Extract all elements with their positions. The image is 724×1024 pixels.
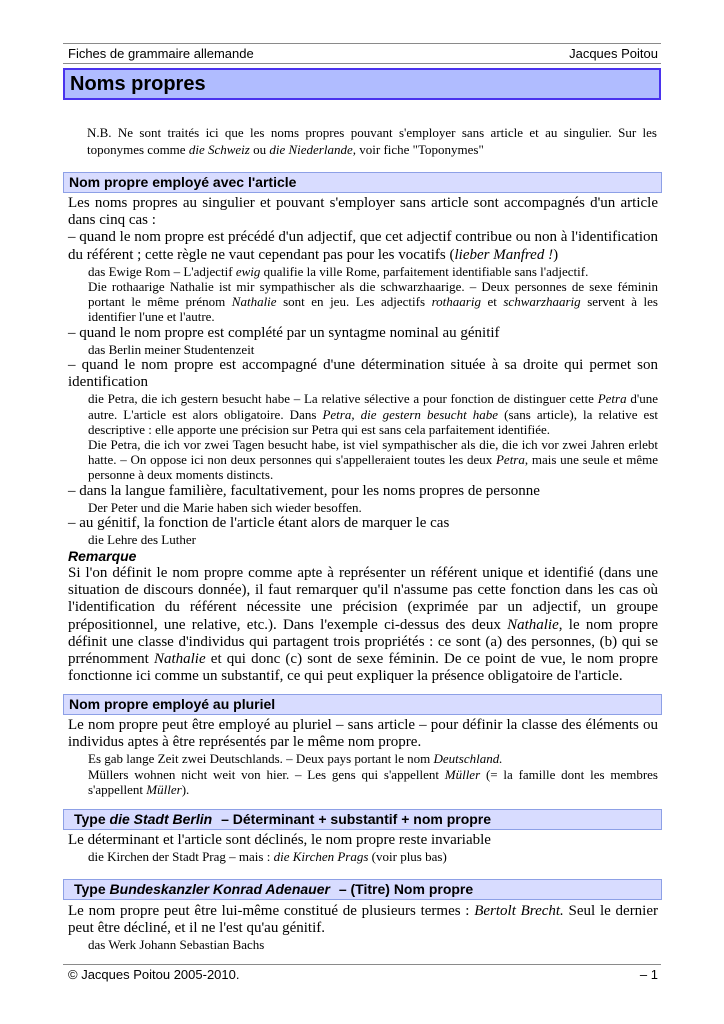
italic-text: Nathalie [507, 616, 559, 633]
italic-text: Bundeskanzler Konrad Adenauer [109, 881, 330, 897]
text: ). [181, 781, 190, 797]
text: et qui donc (c) sont de sexe féminin. De ce point de vue, le nom propre fonctionne ici comme un substantif, ce qui peut expliquer la présence obligatoire de l'article. [68, 651, 658, 685]
example [88, 264, 658, 279]
text: sont en jeu. Les adjectifs [276, 294, 432, 310]
nb-italic: die Schweiz [188, 141, 250, 157]
section-heading-text [64, 811, 491, 827]
case-genitive: – au génitif, la fonction de l'article étant alors de marquer le cas [68, 515, 450, 532]
section-body-titre [68, 903, 658, 953]
italic-text: Nathalie [153, 651, 206, 668]
section-body-plural [68, 717, 658, 797]
section-heading-text: Nom propre employé au pluriel [69, 696, 276, 712]
section-heading-plural [63, 694, 662, 715]
text: – Déterminant + substantif + nom propre [217, 811, 492, 827]
nb-text: ou [249, 141, 270, 157]
text: das Ewige Rom – L'adjectif [88, 263, 236, 279]
italic-text: schwarzhaarig [503, 294, 581, 310]
example: das Werk Johann Sebastian Bachs [88, 937, 265, 953]
nb-text: voir fiche "Toponymes" [356, 141, 484, 157]
text: die Petra, die ich gestern besucht habe – La relative sélective a pour fonction de distinguer cette [88, 391, 598, 407]
text: Es gab lange Zeit zwei Deutschlands. – Deux pays portant le nom [88, 751, 434, 767]
paragraph: Le nom propre peut être employé au pluriel – sans article – pour définir la classe des éléments ou individus aptes à être représentés par le même nom propre. [68, 717, 658, 751]
text: die Kirchen der Stadt Prag – mais : [88, 849, 274, 865]
text: – (Titre) Nom propre [334, 881, 474, 897]
section-heading-text: Nom propre employé avec l'article [69, 174, 297, 190]
footer-copyright: © Jacques Poitou 2005-2010. [68, 967, 240, 982]
case-genitive-complement: – quand le nom propre est complété par un syntagme nominal au génitif [68, 324, 500, 341]
text: Die rothaarige Nathalie ist mir sympathischer als die schwarzhaarige. – Deux personnes de sexe féminin portant le même prénom [88, 279, 658, 310]
italic-text: Müller [146, 781, 182, 797]
section-body-article [68, 195, 658, 547]
paragraph: Les noms propres au singulier et pouvant s'employer sans article sont accompagnés d'un article dans cinq cas : [68, 195, 658, 229]
italic-text: ewig [235, 263, 261, 279]
text: Si l'on définit le nom propre comme apte à représenter un référent unique et identifié (dans une situation de discours donnée), il faut remarquer qu'il n'assume pas cette fonction dans les cas où l'identification du référent nécessite une précision (exprimée par un adjectif, un groupe prépositionnel, une relative, etc.). Dans l'exemple ci-dessus des deux [68, 565, 658, 633]
section-heading-article [63, 172, 662, 193]
header-doc-title: Fiches de grammaire allemande [68, 46, 254, 61]
text: (sans article), la relative est descriptive : elle apporte une précision sur Petra qui est sans cela parfaitement identifiée. [88, 406, 658, 437]
italic-text: Nathalie [231, 294, 277, 310]
example [88, 849, 658, 864]
italic-text: die Stadt Berlin [109, 811, 213, 827]
italic-text: die Kirchen Prags [273, 849, 369, 865]
section-heading-titre [63, 879, 662, 900]
text: et [480, 294, 504, 310]
text: Müllers wohnen nicht weit von hier. – Les gens qui s'appellent [88, 766, 445, 782]
paragraph: Le déterminant et l'article sont déclinés, le nom propre reste invariable [68, 832, 491, 848]
text: Le nom propre peut être lui-même constitué de plusieurs termes : [68, 903, 475, 919]
nb-note [87, 125, 657, 158]
section-heading-text [64, 881, 473, 897]
nb-text: N.B. Ne sont traités ici que les noms propres pouvant s'employer sans article et au singulier. Sur les toponymes comme [87, 125, 657, 157]
italic-text: Bertolt Brecht. [474, 903, 564, 919]
remarque-heading: Remarque [68, 548, 137, 564]
italic-text: Petra [597, 391, 627, 407]
text: , mais une seule et même personne à deux moments distincts. [88, 452, 658, 483]
case-right-determination: – quand le nom propre est accompagné d'une détermination située à sa droite qui permet son identification [68, 357, 658, 391]
remarque-text [68, 565, 658, 685]
text: Type [74, 881, 110, 897]
text: – quand le nom propre est précédé d'un adjectif, que cet adjectif contribue ou non à l'identification du référent ; cette règle ne vaut cependant pas pour les vocatifs ( [68, 229, 658, 263]
text: servent à les identifier l'une et l'autre. [88, 294, 658, 325]
nb-italic: die Niederlande, [269, 141, 356, 157]
text: , le nom propre définit une classe d'individus qui partagent trois propriétés : ce sont (a) des personnes, (b) qui se prrénomment [68, 616, 658, 668]
case-adjective [68, 229, 658, 263]
italic-text: lieber Manfred ! [454, 246, 554, 263]
page-number: – 1 [639, 967, 658, 982]
example [88, 437, 658, 483]
running-header [63, 43, 661, 64]
italic-text: Deutschland. [433, 751, 503, 767]
text: ) [553, 246, 559, 263]
italic-text: rothaarig [431, 294, 481, 310]
example: das Berlin meiner Studentenzeit [88, 341, 255, 357]
example: Der Peter und die Marie haben sich wieder besoffen. [88, 499, 362, 515]
example [88, 767, 658, 797]
text: qualifie la ville Rome, parfaitement identifiable sans l'adjectif. [260, 263, 589, 279]
section-body-stadt-berlin [68, 832, 658, 864]
example [88, 391, 658, 437]
text: (= la famille dont les membres s'appellent [88, 766, 658, 797]
paragraph [68, 903, 658, 937]
header-author: Jacques Poitou [569, 46, 658, 61]
text: (voir plus bas) [368, 849, 447, 865]
remarque-block [68, 542, 658, 685]
text: Type [74, 811, 110, 827]
page-title: Noms propres [70, 73, 206, 95]
italic-text: Petra, die gestern besucht habe [322, 406, 499, 422]
case-familiar-language: – dans la langue familière, facultativement, pour les noms propres de personne [68, 482, 540, 499]
italic-text: Petra [495, 452, 525, 468]
example [88, 279, 658, 325]
text: Seul le dernier peut être décliné, et il ne l'est qu'au génitif. [68, 903, 659, 937]
running-footer [63, 964, 661, 983]
text: d'une autre. L'article est alors obligatoire. Dans [88, 391, 658, 422]
italic-text: Müller [444, 766, 481, 782]
page-title-box [63, 68, 661, 100]
example: die Lehre des Luther [88, 532, 196, 548]
text: Die Petra, die ich vor zwei Tagen besucht habe, ist viel sympathischer als die, die ich vor zwei Jahren erlebt hatte. – On oppose ici non deux personnes qui s'appelleraient toutes les deux [88, 437, 658, 468]
example [88, 751, 658, 766]
section-heading-stadt-berlin [63, 809, 662, 830]
